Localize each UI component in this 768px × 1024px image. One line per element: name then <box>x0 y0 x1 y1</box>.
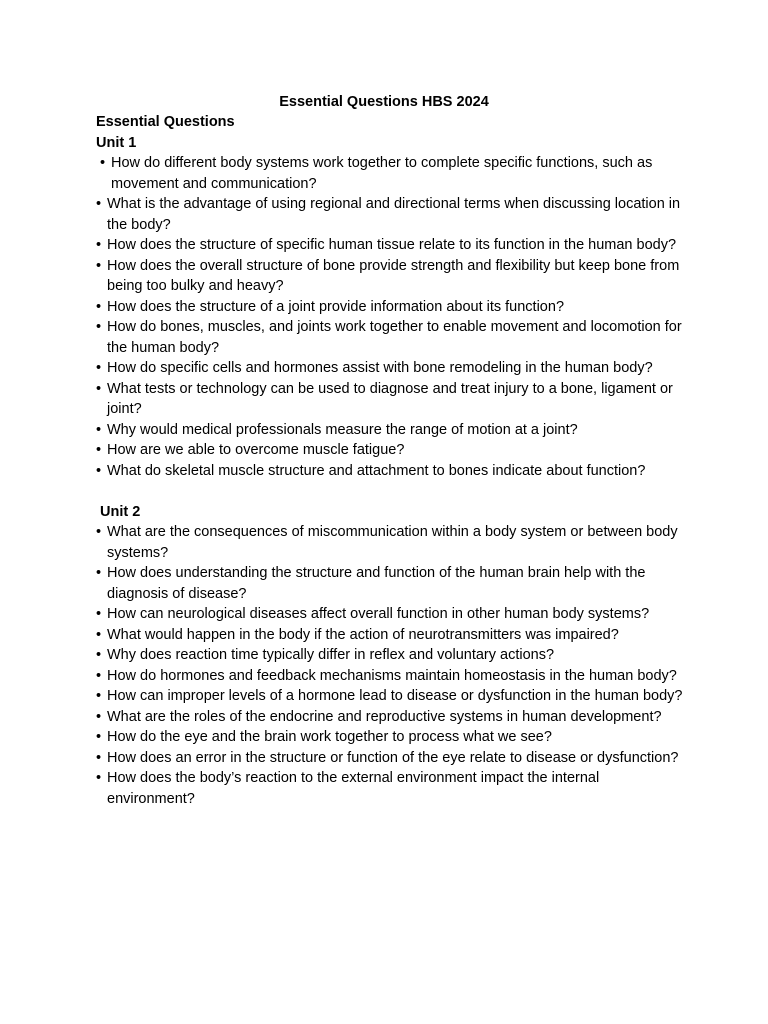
bullet-icon: • <box>96 565 102 581</box>
bullet-icon: • <box>96 196 102 212</box>
question-item <box>96 153 686 194</box>
question-text: What is the advantage of using regional and directional terms when discussing location in the body? <box>107 196 681 233</box>
bullet-icon: • <box>96 442 102 458</box>
bullet-icon: • <box>96 708 102 725</box>
bullet-icon: • <box>96 688 102 704</box>
section-heading: Essential Questions <box>96 114 235 130</box>
question-item <box>96 727 686 748</box>
bullet-icon: • <box>96 524 102 540</box>
question-item <box>96 666 686 687</box>
question-item <box>96 686 686 707</box>
unit-1-heading: Unit 1 <box>96 134 137 151</box>
unit-2-heading: Unit 2 <box>100 503 141 520</box>
question-text: What would happen in the body if the action of neurotransmitters was impaired? <box>107 626 619 643</box>
question-item <box>96 522 686 563</box>
question-item <box>96 707 686 728</box>
question-item <box>96 625 686 646</box>
document-body <box>96 112 686 809</box>
question-item <box>96 440 686 461</box>
bullet-icon: • <box>96 257 102 274</box>
question-text: How does the structure of specific human tissue relate to its function in the human body? <box>107 237 677 253</box>
question-text: How does understanding the structure and function of the human brain help with the diagnosis of disease? <box>107 565 646 602</box>
bullet-icon: • <box>96 729 102 745</box>
bullet-icon: • <box>96 360 102 376</box>
question-item <box>96 563 686 604</box>
question-item <box>96 748 686 769</box>
question-text: How are we able to overcome muscle fatigue? <box>107 442 405 458</box>
bullet-icon: • <box>96 421 102 438</box>
bullet-icon: • <box>100 155 106 171</box>
question-item <box>96 379 686 420</box>
question-item <box>96 420 686 441</box>
question-text: How do different body systems work together to complete specific functions, such as movement and communication? <box>111 155 653 192</box>
question-text: How does the structure of a joint provide information about its function? <box>107 298 565 315</box>
question-item <box>96 645 686 666</box>
bullet-icon: • <box>96 667 102 684</box>
question-text: How can improper levels of a hormone lead to disease or dysfunction in the human body? <box>107 688 683 704</box>
unit-2-question-list <box>96 522 686 809</box>
question-text: How do specific cells and hormones assist with bone remodeling in the human body? <box>107 360 653 376</box>
question-text: Why would medical professionals measure the range of motion at a joint? <box>107 421 578 438</box>
question-text: What do skeletal muscle structure and attachment to bones indicate about function? <box>107 462 646 479</box>
document-title: Essential Questions HBS 2024 <box>279 94 489 110</box>
question-text: How can neurological diseases affect overall function in other human body systems? <box>107 606 650 622</box>
bullet-icon: • <box>96 770 102 786</box>
question-text: What are the consequences of miscommunication within a body system or between body systems? <box>107 524 678 561</box>
question-text: What are the roles of the endocrine and reproductive systems in human development? <box>107 708 662 725</box>
bullet-icon: • <box>96 626 102 643</box>
question-text: How do the eye and the brain work together to process what we see? <box>107 729 552 745</box>
question-item <box>96 768 686 809</box>
bullet-icon: • <box>96 319 102 335</box>
bullet-icon: • <box>96 749 102 766</box>
question-item <box>96 297 686 318</box>
question-item <box>96 235 686 256</box>
bullet-icon: • <box>96 647 102 663</box>
question-item <box>96 317 686 358</box>
question-text: How does an error in the structure or function of the eye relate to disease or dysfunction? <box>107 749 679 766</box>
question-item <box>96 256 686 297</box>
question-text: How do hormones and feedback mechanisms maintain homeostasis in the human body? <box>107 667 677 684</box>
question-item <box>96 194 686 235</box>
unit-1-question-list <box>96 153 686 481</box>
question-text: What tests or technology can be used to diagnose and treat injury to a bone, ligament or joint? <box>107 380 673 417</box>
question-item <box>96 461 686 482</box>
bullet-icon: • <box>96 237 102 253</box>
question-item <box>96 358 686 379</box>
question-item <box>96 604 686 625</box>
bullet-icon: • <box>96 298 102 315</box>
question-text: How does the overall structure of bone provide strength and flexibility but keep bone from being too bulky and heavy? <box>107 257 680 294</box>
question-text: How do bones, muscles, and joints work together to enable movement and locomotion for the human body? <box>107 319 682 356</box>
bullet-icon: • <box>96 380 102 397</box>
question-text: How does the body’s reaction to the external environment impact the internal environment? <box>107 770 600 807</box>
question-text: Why does reaction time typically differ in reflex and voluntary actions? <box>107 647 555 663</box>
bullet-icon: • <box>96 462 102 479</box>
bullet-icon: • <box>96 606 102 622</box>
